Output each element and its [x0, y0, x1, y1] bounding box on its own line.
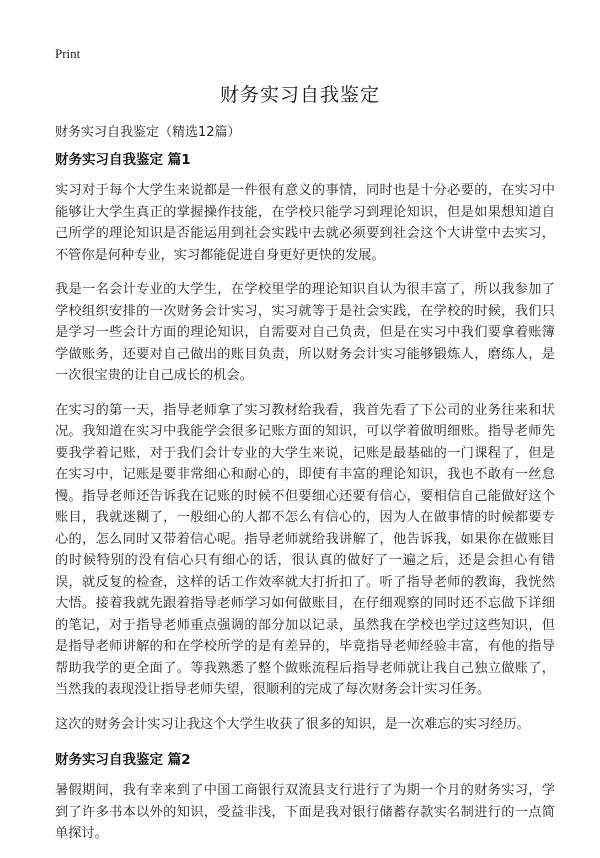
article-body [55, 148, 555, 858]
page-title: 财务实习自我鉴定 [219, 84, 380, 106]
print-link[interactable]: Print [55, 46, 81, 61]
section-2 [55, 748, 555, 845]
section-heading: 财务实习自我鉴定 篇2 [55, 752, 191, 768]
paragraph: 我是一名会计专业的大学生，在学校里学的理论知识自认为很丰富了，所以我参加了学校组织安排的一次财务会计实习，实习就等于是社会实践，在学校的时候，我们只是学习一些会计方面的理论知识，自需要对自己负责，但是在实习中我们要拿着账簿学做账务，还要对自己做出的账目负责，所以财务会计实习能够锻炼人，磨练人，是一次很宝贵的让自己成长的机会。 [55, 282, 555, 383]
section-heading: 财务实习自我鉴定 篇1 [55, 152, 191, 168]
paragraph: 实习对于每个大学生来说都是一件很有意义的事情，同时也是十分必要的，在实习中能够让大学生真正的掌握操作技能，在学校只能学习到理论知识，但是如果想知道自己所学的理论知识是否能运用到社会实践中去就必须要到社会这个大讲堂中去实习，不管你是何种专业，实习都能促进自身更好更快的发展。 [55, 183, 555, 263]
paragraph: 在实习的第一天，指导老师拿了实习教材给我看，我首先看了下公司的业务往来和状况。我知道在实习中我能学会很多记账方面的知识，可以学着做明细账。指导老师先要我学着记账，对于我们会计专业的大学生来说，记账是最基础的一门课程了，但是在实习中，记账是要非常细心和耐心的，即使有丰富的理论知识，我也不敢有一丝怠慢。指导老师还告诉我在记账的时候不但要细心还要有信心，要相信自己能做好这个账目，我就迷糊了，一般细心的人都不怎么有信心的，因为人在做事情的时候都要专心的，怎么同时又带着信心呢。指导老师就给我讲解了，他告诉我，如果你在做账目的时候特别的没有信心只有细心的话，很认真的做好了一遍之后，还是会担心有错误，就反复的检查，这样的话工作效率就大打折扣了。听了指导老师的教诲，我恍然大悟。接着我就先跟着指导老师学习如何做账目，在仔细观察的同时还不忘做下详细的笔记，对于指导老师重点强调的部分加以记录，虽然我在学校也学过这些知识，但是指导老师讲解的和在学校所学的是有差异的，毕竟指导老师经验丰富，有他的指导帮助我学的更全面了。等我熟悉了整个做账流程后指导老师就让我自己独立做账了，当然我的表现没让指导老师失望，很顺利的完成了每次财务会计实习任务。 [55, 402, 555, 697]
paragraph: 这次的财务会计实习让我这个大学生收获了很多的知识，是一次难忘的实习经历。 [55, 716, 530, 732]
document-subtitle: 财务实习自我鉴定（精选12篇） [55, 125, 241, 140]
paragraph: 暑假期间，我有幸来到了中国工商银行双流县支行进行了为期一个月的财务实习，学到了许多书本以外的知识，受益非浅，下面是我对银行储蓄存款实名制进行的一点简单探讨。 [55, 783, 555, 841]
section-1 [55, 148, 555, 735]
